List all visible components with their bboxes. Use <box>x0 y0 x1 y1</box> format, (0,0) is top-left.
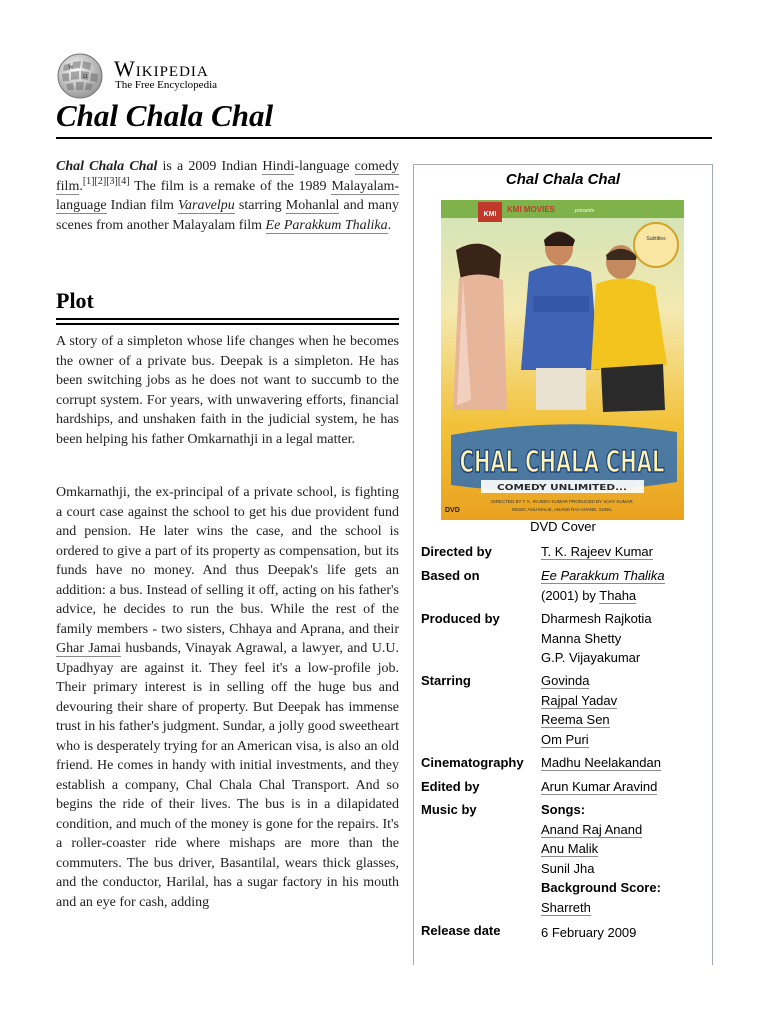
label-cinematography: Cinematography <box>421 755 524 770</box>
label-release-date: Release date <box>421 923 501 938</box>
lead-paragraph <box>56 157 399 235</box>
lead-text: The film is a remake of the 1989 <box>129 178 332 194</box>
value-edited-by <box>541 777 706 797</box>
lead-text: starring <box>234 198 286 213</box>
image-caption: DVD Cover <box>530 519 596 534</box>
poster-title-art: CHAL CHALA CHAL <box>459 445 665 480</box>
link-hindi[interactable]: Hindi <box>262 159 295 174</box>
seal-text: Subtitles <box>646 236 666 242</box>
svg-text:Ω: Ω <box>83 74 88 80</box>
lead-text: -language <box>294 159 355 174</box>
reference-link[interactable]: [1] <box>82 175 95 187</box>
infobox-title: Chal Chala Chal <box>505 171 621 188</box>
section-heading-plot: Plot <box>56 288 94 313</box>
value-music-by <box>541 800 706 917</box>
poster-tagline: COMEDY UNLIMITED... <box>497 483 627 492</box>
label-based-on: Based on <box>421 568 480 583</box>
reference-link[interactable]: [4] <box>117 175 130 187</box>
poster-presents: presents <box>575 208 595 214</box>
label-music-by: Music by <box>421 802 477 817</box>
link-based-on-author[interactable]: Thaha <box>599 587 637 603</box>
plot-paragraph-1: A story of a simpleton whose life changes when he becomes the owner of a private bus. Deepak is a simpleton. He has been switching jobs as he does not want to succumb to the corrupt system. For years, with unwavering efforts, financial hardships, and unshaken faith in the judicial system, he has been helping his father Omkarnathji in a legal matter. <box>56 334 399 447</box>
link-cinematographer[interactable]: Madhu Neelakandan <box>541 755 661 770</box>
value-directed-by <box>541 542 706 562</box>
lead-title-bold: Chal Chala Chal <box>56 159 158 174</box>
value-release-date: 6 February 2009 <box>541 925 637 940</box>
plot-text: Omkarnathji, the ex-principal of a private school, is fighting a court case against the school to get his due provident fund and pension. He later wins the case, and the school is ordered to give a part of its property as compensation, but its funds have no money. And thus Deepak's life gets an addition: a bus. Instead of selling it off, acting on his father's advice, he decides to run the bus. While the rest of the family members - two sisters, Chhaya and Aprana, and their <box>56 485 399 637</box>
dvd-logo: DVD <box>445 507 460 514</box>
label-directed-by: Directed by <box>421 544 492 559</box>
link-cast-member[interactable]: Govinda <box>541 673 590 688</box>
reference-link[interactable]: [3] <box>106 175 118 187</box>
reference-link[interactable]: [2] <box>94 175 107 187</box>
link-cast-member[interactable]: Rajpal Yadav <box>541 692 618 708</box>
link-editor[interactable]: Arun Kumar Aravind <box>541 779 658 794</box>
section-divider <box>56 318 399 320</box>
link-comedy-film[interactable]: comedy film <box>56 159 399 194</box>
plot-paragraph-2 <box>56 483 399 912</box>
lead-text: and many scenes from another Malayalam film <box>56 198 399 233</box>
songs-label: Songs: <box>541 802 586 817</box>
score-label: Background Score: <box>541 880 661 895</box>
page-title: Chal Chala Chal <box>56 98 274 133</box>
wikipedia-wordmark[interactable]: Wikipedia <box>114 56 209 81</box>
link-cast-member[interactable]: Reema Sen <box>541 712 610 727</box>
link-malayalam-language[interactable]: Malayalam-language <box>56 178 399 213</box>
producer-name: Dharmesh Rajkotia <box>541 611 652 626</box>
lead-text: Indian film <box>106 198 178 213</box>
poster-studio: KMI MOVIES <box>507 205 556 214</box>
poster-credits: DIRECTED BY T. K. RAJEEV KUMAR PRODUCED BY VIJAY KUMAR <box>491 499 633 504</box>
link-mohanlal[interactable]: Mohanlal <box>285 198 340 213</box>
section-divider <box>56 323 399 325</box>
link-score-composer[interactable]: Sharreth <box>541 899 591 915</box>
link-ee-parakkum-thalika[interactable]: Ee Parakkum Thalika <box>265 217 388 233</box>
poster-music-credits: MUSIC ANU MALIK, ANAND RAJ ANAND, SUNIL <box>511 507 613 512</box>
value-cinematography <box>541 753 706 773</box>
lead-text: is a 2009 Indian <box>157 159 263 174</box>
subtitles-seal-icon <box>634 223 678 267</box>
wikipedia-tagline: The Free Encyclopedia <box>115 79 218 91</box>
value-produced-by <box>541 609 706 668</box>
label-edited-by: Edited by <box>421 779 480 794</box>
link-based-on-work[interactable]: Ee Parakkum Thalika <box>541 568 665 583</box>
title-divider <box>56 137 712 139</box>
link-director[interactable]: T. K. Rajeev Kumar <box>541 544 653 559</box>
lead-text: . <box>79 178 83 194</box>
lead-text: . <box>387 217 392 233</box>
producer-name: G.P. Vijayakumar <box>541 650 641 665</box>
composer-name: Sunil Jha <box>541 860 595 876</box>
dvd-cover-image[interactable] <box>441 200 684 520</box>
link-cast-member[interactable]: Om Puri <box>541 731 589 747</box>
label-produced-by: Produced by <box>421 611 500 626</box>
kmi-badge-text: KMI <box>483 211 497 218</box>
value-based-on <box>541 566 706 605</box>
link-varavelpu[interactable]: Varavelpu <box>178 198 235 213</box>
label-starring: Starring <box>421 673 471 688</box>
wikipedia-globe-icon[interactable] <box>55 53 105 99</box>
based-on-year: (2001) by <box>541 587 600 603</box>
link-composer[interactable]: Anand Raj Anand <box>541 821 643 837</box>
link-ghar-jamai[interactable]: Ghar Jamai <box>56 641 121 656</box>
link-composer[interactable]: Anu Malik <box>541 841 599 856</box>
value-starring <box>541 671 706 749</box>
svg-text:W: W <box>68 65 74 71</box>
producer-name: Manna Shetty <box>541 630 622 646</box>
plot-text: husbands, Vinayak Agrawal, a lawyer, and U.U. Upadhyay are against it. They feel it's a low-profile job. Their primary interest is in selling off the huge bus and devouring their share of property. But Deepak has immense trust in his father's judgment. Sundar, a jolly good sweetheart who is desperately trying for an American visa, is also an old friend. He comes in handy with initial investments, and they establish a company, Chal Chala Chal Transport. And so begins the ride of their lives. The bus is in a dilapidated condition, and much of the money is gone for the repairs. It's a roller-coaster ride where mishaps are more than the commuters. The bus driver, Basantilal, wears thick glasses, and the conductor, Harilal, has a sugar factory in his mouth and an eye for cash, adding <box>56 641 399 910</box>
